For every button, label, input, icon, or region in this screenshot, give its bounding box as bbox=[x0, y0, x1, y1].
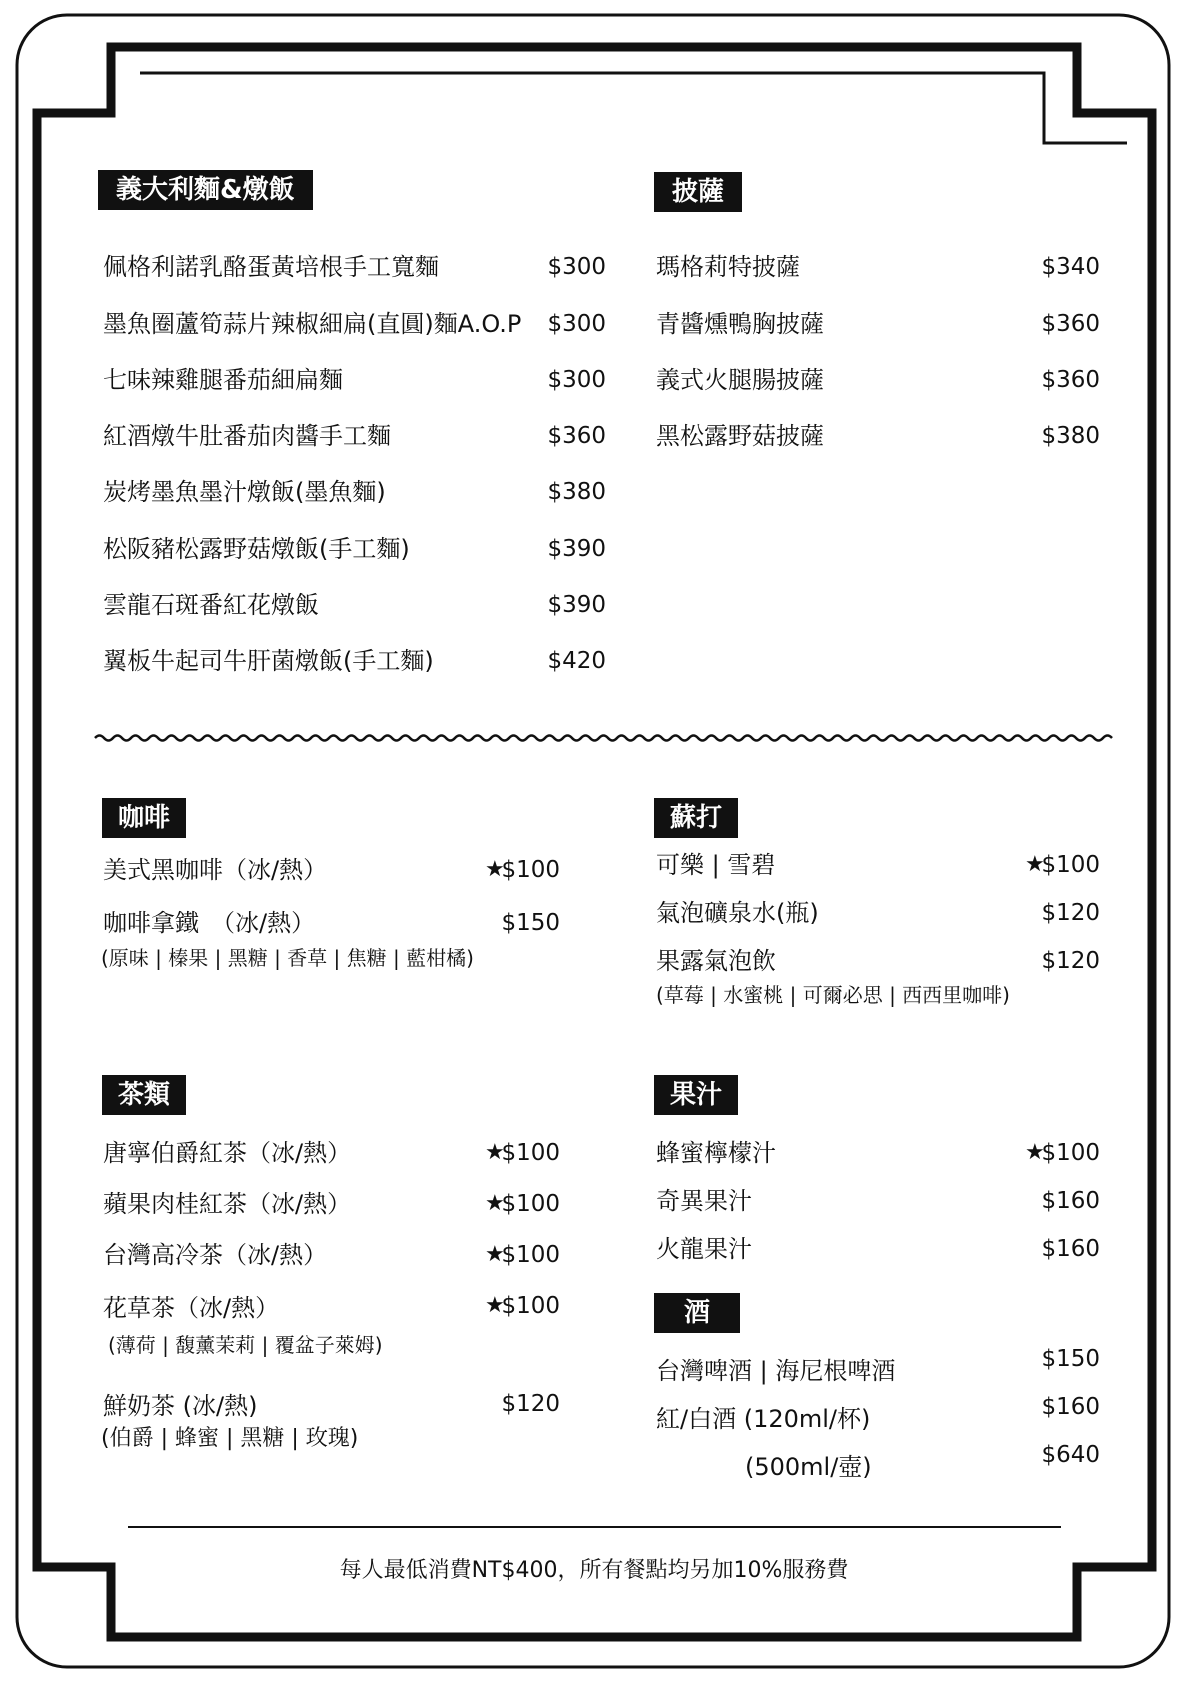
star-icon: ★ bbox=[1025, 852, 1045, 877]
menu-item-name: 佩格利諾乳酪蛋黃培根手工寬麵 bbox=[103, 253, 439, 281]
menu-item-price: $150 bbox=[1041, 1346, 1100, 1372]
category-juice: 果汁 bbox=[654, 1075, 738, 1115]
menu-item-price: $120 bbox=[1041, 900, 1100, 926]
menu-item-name: 雲龍石斑番紅花燉飯 bbox=[103, 591, 319, 619]
menu-item-price: $100 bbox=[1041, 852, 1100, 878]
menu-item-price: $360 bbox=[1041, 367, 1100, 393]
menu-item-price: $380 bbox=[547, 479, 606, 505]
menu-item-name: 青醬燻鴨胸披薩 bbox=[656, 310, 824, 338]
star-icon: ★ bbox=[485, 857, 505, 882]
menu-item-price: $300 bbox=[547, 311, 606, 337]
menu-item-name: 台灣啤酒 | 海尼根啤酒 bbox=[656, 1357, 896, 1385]
menu-item-name: 唐寧伯爵紅茶（冰/熱） bbox=[103, 1139, 352, 1167]
menu-item-name: 蘋果肉桂紅茶（冰/熱） bbox=[103, 1190, 352, 1218]
menu-item-name: 黑松露野菇披薩 bbox=[656, 422, 824, 450]
menu-item-name: 義式火腿腸披薩 bbox=[656, 366, 824, 394]
star-icon: ★ bbox=[485, 1140, 505, 1165]
menu-item-name: 紅酒燉牛肚番茄肉醬手工麵 bbox=[103, 422, 391, 450]
menu-item-price: $300 bbox=[547, 254, 606, 280]
star-icon: ★ bbox=[1025, 1140, 1045, 1165]
menu-item-options: (草莓 | 水蜜桃 | 可爾必思 | 西西里咖啡) bbox=[656, 983, 1010, 1007]
menu-item-price: $100 bbox=[501, 1191, 560, 1217]
menu-item-name: 七味辣雞腿番茄細扁麵 bbox=[103, 366, 343, 394]
menu-item-price: $100 bbox=[501, 857, 560, 883]
menu-item-name: 花草茶（冰/熱） bbox=[103, 1294, 280, 1322]
menu-item-price: $390 bbox=[547, 536, 606, 562]
minimum-charge-note: 每人最低消費NT$400，所有餐點均另加10%服務費 bbox=[339, 1558, 849, 1583]
menu-item-name: 瑪格莉特披薩 bbox=[656, 253, 800, 281]
menu-item-name: 墨魚圈蘆筍蒜片辣椒細扁(直圓)麵A.O.P bbox=[103, 310, 522, 338]
menu-item-price: $380 bbox=[1041, 423, 1100, 449]
menu-item-options: (伯爵 | 蜂蜜 | 黑糖 | 玫瑰) bbox=[101, 1426, 359, 1451]
category-coffee: 咖啡 bbox=[102, 798, 186, 838]
menu-item-name: 奇異果汁 bbox=[656, 1187, 752, 1215]
menu-item-price: $360 bbox=[547, 423, 606, 449]
menu-item-price: $100 bbox=[501, 1293, 560, 1319]
menu-item-name: 翼板牛起司牛肝菌燉飯(手工麵) bbox=[103, 647, 434, 675]
menu-item-price: $360 bbox=[1041, 311, 1100, 337]
menu-item-name: 台灣高冷茶（冰/熱） bbox=[103, 1241, 328, 1269]
menu-item-name: 氣泡礦泉水(瓶) bbox=[656, 899, 819, 927]
category-alcohol: 酒 bbox=[654, 1293, 740, 1333]
menu-item-price: $160 bbox=[1041, 1394, 1100, 1420]
menu-item-price: $120 bbox=[501, 1391, 560, 1417]
menu-item-price: $160 bbox=[1041, 1188, 1100, 1214]
menu-item-price: $640 bbox=[1041, 1442, 1100, 1468]
menu-item-price: $390 bbox=[547, 592, 606, 618]
menu-item-price: $100 bbox=[1041, 1140, 1100, 1166]
menu-item-name: (500ml/壺) bbox=[745, 1453, 872, 1481]
category-tea: 茶類 bbox=[102, 1075, 186, 1115]
menu-item-name: 可樂 | 雪碧 bbox=[656, 851, 776, 879]
menu-item-price: $100 bbox=[501, 1242, 560, 1268]
menu-item-options: (薄荷 | 馥薰茉莉 | 覆盆子萊姆) bbox=[108, 1333, 383, 1357]
menu-item-name: 果露氣泡飲 bbox=[656, 947, 776, 975]
star-icon: ★ bbox=[485, 1293, 505, 1318]
menu-item-price: $340 bbox=[1041, 254, 1100, 280]
menu-item-name: 紅/白酒 (120ml/杯) bbox=[656, 1405, 871, 1433]
menu-item-name: 松阪豬松露野菇燉飯(手工麵) bbox=[103, 535, 410, 563]
menu-item-price: $300 bbox=[547, 367, 606, 393]
menu-item-name: 火龍果汁 bbox=[656, 1235, 752, 1263]
menu-item-name: 咖啡拿鐵 （冰/熱） bbox=[103, 909, 316, 937]
star-icon: ★ bbox=[485, 1191, 505, 1216]
category-pizza: 披薩 bbox=[654, 172, 742, 212]
menu-item-name: 炭烤墨魚墨汁燉飯(墨魚麵) bbox=[103, 478, 386, 506]
menu-item-price: $120 bbox=[1041, 948, 1100, 974]
menu-item-price: $100 bbox=[501, 1140, 560, 1166]
category-pasta-risotto: 義大利麵&燉飯 bbox=[98, 170, 313, 210]
menu-item-options: (原味 | 榛果 | 黑糖 | 香草 | 焦糖 | 藍柑橘) bbox=[101, 946, 474, 970]
menu-item-name: 蜂蜜檸檬汁 bbox=[656, 1139, 776, 1167]
menu-item-name: 鮮奶茶 (冰/熱) bbox=[103, 1392, 258, 1420]
star-icon: ★ bbox=[485, 1242, 505, 1267]
menu-item-name: 美式黑咖啡（冰/熱） bbox=[103, 856, 328, 884]
menu-item-price: $160 bbox=[1041, 1236, 1100, 1262]
menu-item-price: $150 bbox=[501, 910, 560, 936]
category-soda: 蘇打 bbox=[654, 798, 738, 838]
menu-item-price: $420 bbox=[547, 648, 606, 674]
